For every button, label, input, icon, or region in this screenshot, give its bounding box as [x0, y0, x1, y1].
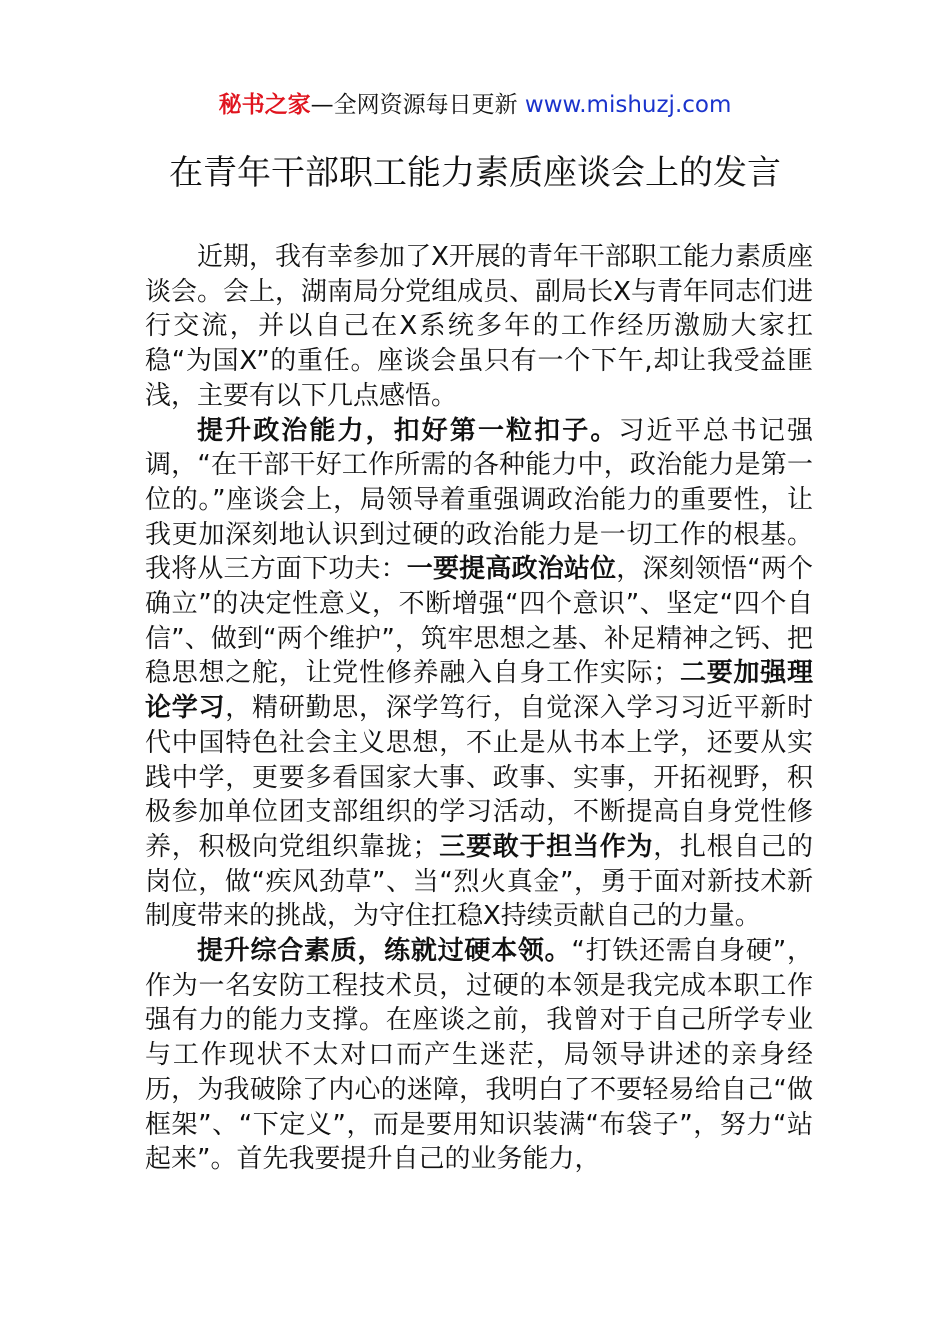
- paragraph-intro: [145, 240, 813, 414]
- brand-name: 秘书之家: [218, 92, 311, 118]
- bold-point: 一要提高政治站位: [406, 554, 617, 585]
- paragraph-comprehensive-quality: [145, 934, 813, 1177]
- paragraph-text: ，深刻领悟“两个确立”的决定性意义，不断增强“四个意识”、坚定“四个自信”、做到“两个维护”，筑牢思想之基、补足精神之钙、把稳思想之舵，让党性修养融入自身工作实际；: [145, 554, 813, 689]
- section-heading: 提升政治能力，扣好第一粒扣子。: [197, 415, 619, 446]
- bold-point: 二要加强理论学习: [145, 658, 813, 724]
- page-title: 在青年干部职工能力素质座谈会上的发言: [169, 153, 781, 193]
- paragraph-text: ，精研勤思，深学笃行，自觉深入学习习近平新时代中国特色社会主义思想，不止是从书本上学，还要从实践中学，更要多看国家大事、政事、实事，开拓视野，积极参加单位团支部组织的学习活动，不断提高自身党性修养，积极向党组织靠拢；: [145, 693, 813, 862]
- paragraph-text: “打铁还需自身硬”，作为一名安防工程技术员，过硬的本领是我完成本职工作强有力的能力支撑。在座谈之前，我曾对于自己所学专业与工作现状不太对口而产生迷茫，局领导讲述的亲身经历，为我破除了内心的迷障，我明白了不要轻易给自己“做框架”、“下定义”，而是要用知识装满“布袋子”，努力“站起来”。首先我要提升自己的业务能力，: [145, 936, 813, 1175]
- bold-point: 三要敢于担当作为: [438, 831, 654, 862]
- section-heading: 提升综合素质，练就过硬本领。: [197, 936, 572, 967]
- paragraph-text: 习近平总书记强调，“在干部干好工作所需的各种能力中，政治能力是第一位的。”座谈会上，局领导着重强调政治能力的重要性，让我更加深刻地认识到过硬的政治能力是一切工作的根基。我将从三方面下功夫：: [145, 415, 813, 585]
- paragraph-political-ability: [145, 414, 813, 935]
- document-body: [145, 240, 813, 1177]
- paragraph-text: ，扎根自己的岗位，做“疾风劲草”、当“烈火真金”，勇于面对新技术新制度带来的挑战，为守住扛稳X持续贡献自己的力量。: [145, 831, 813, 932]
- paragraph-text: 近期，我有幸参加了X开展的青年干部职工能力素质座谈会。会上，湖南局分党组成员、副局长X与青年同志们进行交流，并以自己在X系统多年的工作经历激励大家扛稳“为国X”的重任。座谈会虽只有一个下午,却让我受益匪浅，主要有以下几点感悟。: [145, 242, 813, 411]
- site-url-link[interactable]: www.mishuzj.com: [524, 92, 732, 118]
- header-slogan: —全网资源每日更新: [310, 92, 525, 118]
- site-header: [0, 88, 950, 122]
